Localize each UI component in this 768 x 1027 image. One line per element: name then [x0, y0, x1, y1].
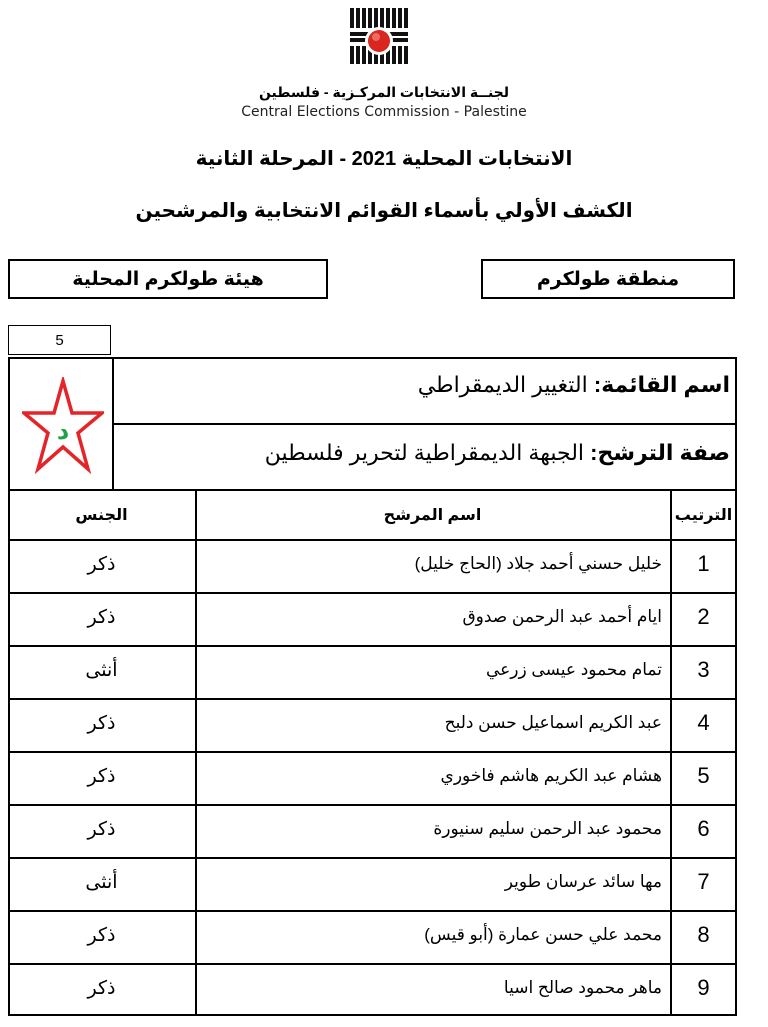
table-row-rank: 4	[697, 710, 710, 735]
table-row-gender: ذكر	[87, 819, 116, 840]
table-row-rank: 2	[697, 604, 710, 629]
list-number: 5	[8, 325, 111, 355]
cec-logo-icon	[350, 8, 408, 72]
header-gender: الجنس	[75, 507, 128, 524]
row-divider	[8, 592, 737, 594]
table-row-name: خليل حسني أحمد جلاد (الحاج خليل)	[414, 554, 662, 573]
header-divider	[8, 539, 737, 541]
list-name-row	[130, 372, 730, 398]
table-row-gender: ذكر	[87, 607, 116, 628]
row-divider	[8, 963, 737, 965]
row-divider	[8, 910, 737, 912]
commission-name-en: Central Elections Commission - Palestine	[241, 104, 527, 120]
info-divider	[112, 423, 737, 425]
council-box: هيئة طولكرم المحلية	[8, 259, 328, 299]
row-divider	[8, 645, 737, 647]
list-type-value: الجبهة الديمقراطية لتحرير فلسطين	[264, 440, 585, 465]
page-title: الانتخابات المحلية 2021 - المرحلة الثانية	[195, 148, 573, 170]
row-divider	[8, 804, 737, 806]
table-row-gender: أنثى	[85, 872, 118, 893]
table-row-name: هشام عبد الكريم هاشم فاخوري	[440, 766, 662, 785]
table-row-name: تمام محمود عيسى زرعي	[485, 660, 662, 679]
column-divider-gender	[195, 491, 197, 1016]
table-row-rank: 9	[697, 975, 710, 1000]
table-row-rank: 3	[697, 657, 710, 682]
page-subtitle: الكشف الأولي بأسماء القوائم الانتخابية والمرشحين	[135, 200, 633, 222]
region-box: منطقة طولكرم	[481, 259, 735, 299]
row-divider	[8, 698, 737, 700]
table-row-gender: ذكر	[87, 766, 116, 787]
row-divider	[8, 751, 737, 753]
list-name-label: اسم القائمة:	[593, 372, 730, 397]
header-name: اسم المرشح	[383, 507, 482, 524]
commission-name-ar: لجنــة الانتخابات المركـزية - فلسطين	[258, 84, 510, 100]
table-row-gender: ذكر	[87, 978, 116, 999]
row-divider	[8, 857, 737, 859]
table-row-rank: 1	[697, 551, 710, 576]
table-row-gender: ذكر	[87, 925, 116, 946]
table-row-gender: ذكر	[87, 554, 116, 575]
table-row-rank: 5	[697, 763, 710, 788]
table-row-name: محمد علي حسن عمارة (أبو قيس)	[424, 925, 662, 944]
table-row-rank: 7	[697, 869, 710, 894]
table-row-rank: 6	[697, 816, 710, 841]
table-row-name: ماهر محمود صالح اسيا	[503, 978, 662, 997]
list-type-row	[130, 440, 730, 466]
info-bottom-line	[8, 489, 737, 491]
list-type-label: صفة الترشح:	[590, 440, 730, 465]
list-name-value: التغيير الديمقراطي	[417, 372, 588, 397]
table-row-rank: 8	[697, 922, 710, 947]
header-rank: الترتيب	[674, 507, 733, 524]
table-row-name: ايام أحمد عبد الرحمن صدوق	[462, 607, 662, 626]
table-row-name: مها سائد عرسان طوير	[504, 872, 662, 891]
table-row-name: محمود عبد الرحمن سليم سنيورة	[433, 819, 662, 838]
star-icon	[22, 377, 104, 477]
star-letter: د	[56, 417, 70, 445]
table-row-gender: أنثى	[85, 660, 118, 681]
table-row-name: عبد الكريم اسماعيل حسن دلبح	[444, 713, 662, 732]
table-row-gender: ذكر	[87, 713, 116, 734]
